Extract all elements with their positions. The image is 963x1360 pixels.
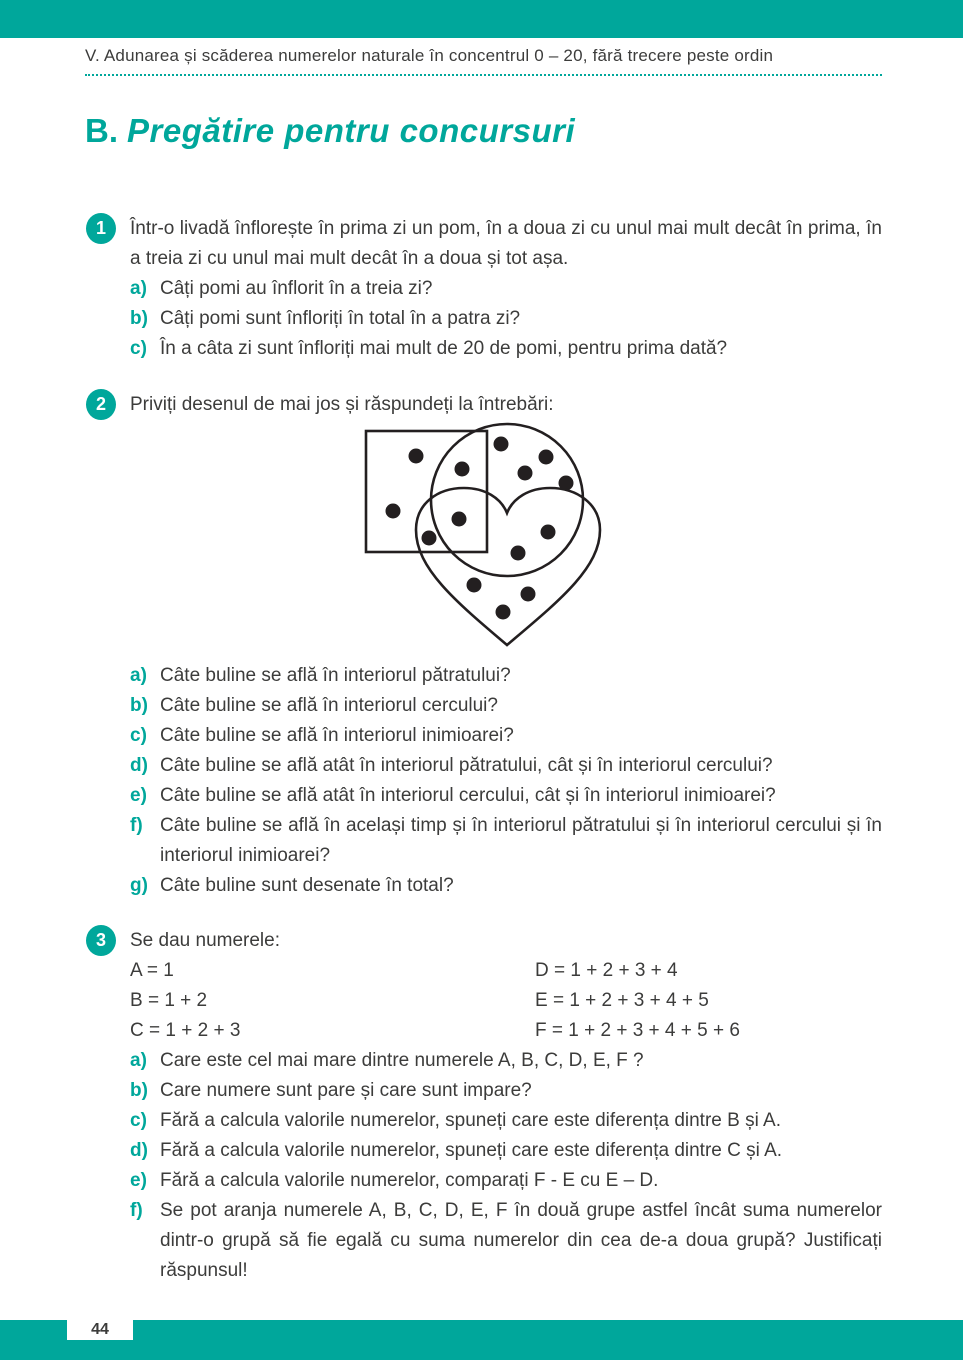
question-row: [130, 1046, 882, 1076]
question-row: [130, 661, 882, 691]
figure-dot: [494, 437, 509, 452]
question-row: [130, 1136, 882, 1166]
problem-1-number-badge: 1: [86, 213, 116, 244]
question-text: Câte buline se află în același timp și în interiorul pătratului și în interiorul cercului și în interiorul inimioarei?: [160, 815, 882, 866]
heart-shape: [416, 488, 600, 645]
question-row: [130, 691, 882, 721]
dots-group: [386, 437, 574, 620]
figure-dot: [467, 578, 482, 593]
top-color-band: [0, 0, 963, 38]
question-label: e): [130, 785, 147, 806]
question-text: Câte buline se află în interiorul cercului?: [160, 695, 498, 716]
figure-dot: [422, 531, 437, 546]
question-text: Câți pomi sunt înfloriți în total în a patra zi?: [160, 308, 521, 329]
question-text: Câte buline se află atât în interiorul pătratului, cât și în interiorul cercului?: [160, 755, 773, 776]
problem-2-number-badge: 2: [86, 389, 116, 420]
figure-dot: [559, 476, 574, 491]
figure-dot: [521, 587, 536, 602]
venn-figure-svg: [340, 416, 620, 656]
definition-D: D = 1 + 2 + 3 + 4: [535, 960, 678, 981]
page-number: 44: [91, 1321, 109, 1338]
dotted-divider: [85, 74, 882, 76]
number-definitions: [130, 956, 882, 1046]
question-text: Care numere sunt pare și care sunt impare?: [160, 1080, 532, 1101]
figure-dot: [496, 605, 511, 620]
question-text: Câte buline se află atât în interiorul cercului, cât și în interiorul inimioarei?: [160, 785, 776, 806]
question-row: [130, 1106, 882, 1136]
question-label: e): [130, 1170, 147, 1191]
question-label: a): [130, 278, 147, 299]
question-text: Fără a calcula valorile numerelor, spuneți care este diferența dintre C și A.: [160, 1140, 783, 1161]
bottom-color-band: [0, 1320, 963, 1360]
figure-dot: [539, 450, 554, 465]
definition-A: A = 1: [130, 960, 174, 981]
problem-1-statement: Într-o livadă înflorește în prima zi un pom, în a doua zi cu unul mai mult decât în prima, în a treia zi cu unul mai mult decât în a doua și tot așa.: [130, 218, 882, 269]
question-label: f): [130, 1200, 143, 1221]
question-row: [130, 751, 882, 781]
page-number-box: [67, 1320, 133, 1340]
problem-2-statement: Priviți desenul de mai jos și răspundeți la întrebări:: [130, 394, 554, 415]
section-letter: B.: [85, 112, 118, 149]
definition-E: E = 1 + 2 + 3 + 4 + 5: [535, 990, 709, 1011]
question-text: În a câta zi sunt înfloriți mai mult de 20 de pomi, pentru prima dată?: [160, 338, 728, 359]
figure-dot: [409, 449, 424, 464]
question-text: Fără a calcula valorile numerelor, comparați F - E cu E – D.: [160, 1170, 659, 1191]
question-label: g): [130, 875, 148, 896]
question-label: b): [130, 1080, 148, 1101]
question-label: b): [130, 695, 148, 716]
section-title: [85, 112, 575, 150]
chapter-header: V. Adunarea și scăderea numerelor naturale în concentrul 0 – 20, fără trecere peste ordin: [85, 46, 774, 65]
question-label: b): [130, 308, 148, 329]
figure-dot: [518, 466, 533, 481]
problem-3-number-badge: 3: [86, 925, 116, 956]
problem-1: [130, 214, 882, 364]
question-label: f): [130, 815, 143, 836]
question-text: Câte buline se află în interiorul pătratului?: [160, 665, 511, 686]
question-text: Câte buline se află în interiorul inimioarei?: [160, 725, 514, 746]
question-row: [130, 781, 882, 811]
question-text: Se pot aranja numerele A, B, C, D, E, F în două grupe astfel încât suma numerelor dintr-o grupă să fie egală cu suma numerelor din cea de-a doua grupă? Justificați răspunsul!: [160, 1200, 882, 1281]
definition-C: C = 1 + 2 + 3: [130, 1020, 241, 1041]
question-label: d): [130, 1140, 148, 1161]
question-row: [130, 304, 882, 334]
question-label: c): [130, 1110, 147, 1131]
figure-dot: [511, 546, 526, 561]
figure-dot: [455, 462, 470, 477]
definition-B: B = 1 + 2: [130, 990, 208, 1011]
figure-dot: [386, 504, 401, 519]
question-row: [130, 274, 882, 304]
question-text: Câte buline sunt desenate în total?: [160, 875, 454, 896]
question-row: [130, 1076, 882, 1106]
question-row: [130, 1166, 882, 1196]
question-row: [130, 334, 882, 364]
section-name: Pregătire pentru concursuri: [127, 112, 576, 149]
figure-dot: [452, 512, 467, 527]
problem-3-statement: Se dau numerele:: [130, 930, 280, 951]
figure-dot: [541, 525, 556, 540]
question-row: [130, 811, 882, 871]
question-row: [130, 1196, 882, 1286]
question-text: Fără a calcula valorile numerelor, spuneți care este diferența dintre B și A.: [160, 1110, 781, 1131]
question-row: [130, 871, 882, 901]
question-label: a): [130, 1050, 147, 1071]
question-text: Câți pomi au înflorit în a treia zi?: [160, 278, 433, 299]
problem-2-questions: [130, 661, 882, 901]
problem-3-intro: [130, 926, 882, 1286]
definition-F: F = 1 + 2 + 3 + 4 + 5 + 6: [535, 1020, 740, 1041]
question-row: [130, 721, 882, 751]
question-label: c): [130, 725, 147, 746]
question-label: c): [130, 338, 147, 359]
question-label: a): [130, 665, 147, 686]
question-text: Care este cel mai mare dintre numerele A, B, C, D, E, F ?: [160, 1050, 644, 1071]
question-label: d): [130, 755, 148, 776]
